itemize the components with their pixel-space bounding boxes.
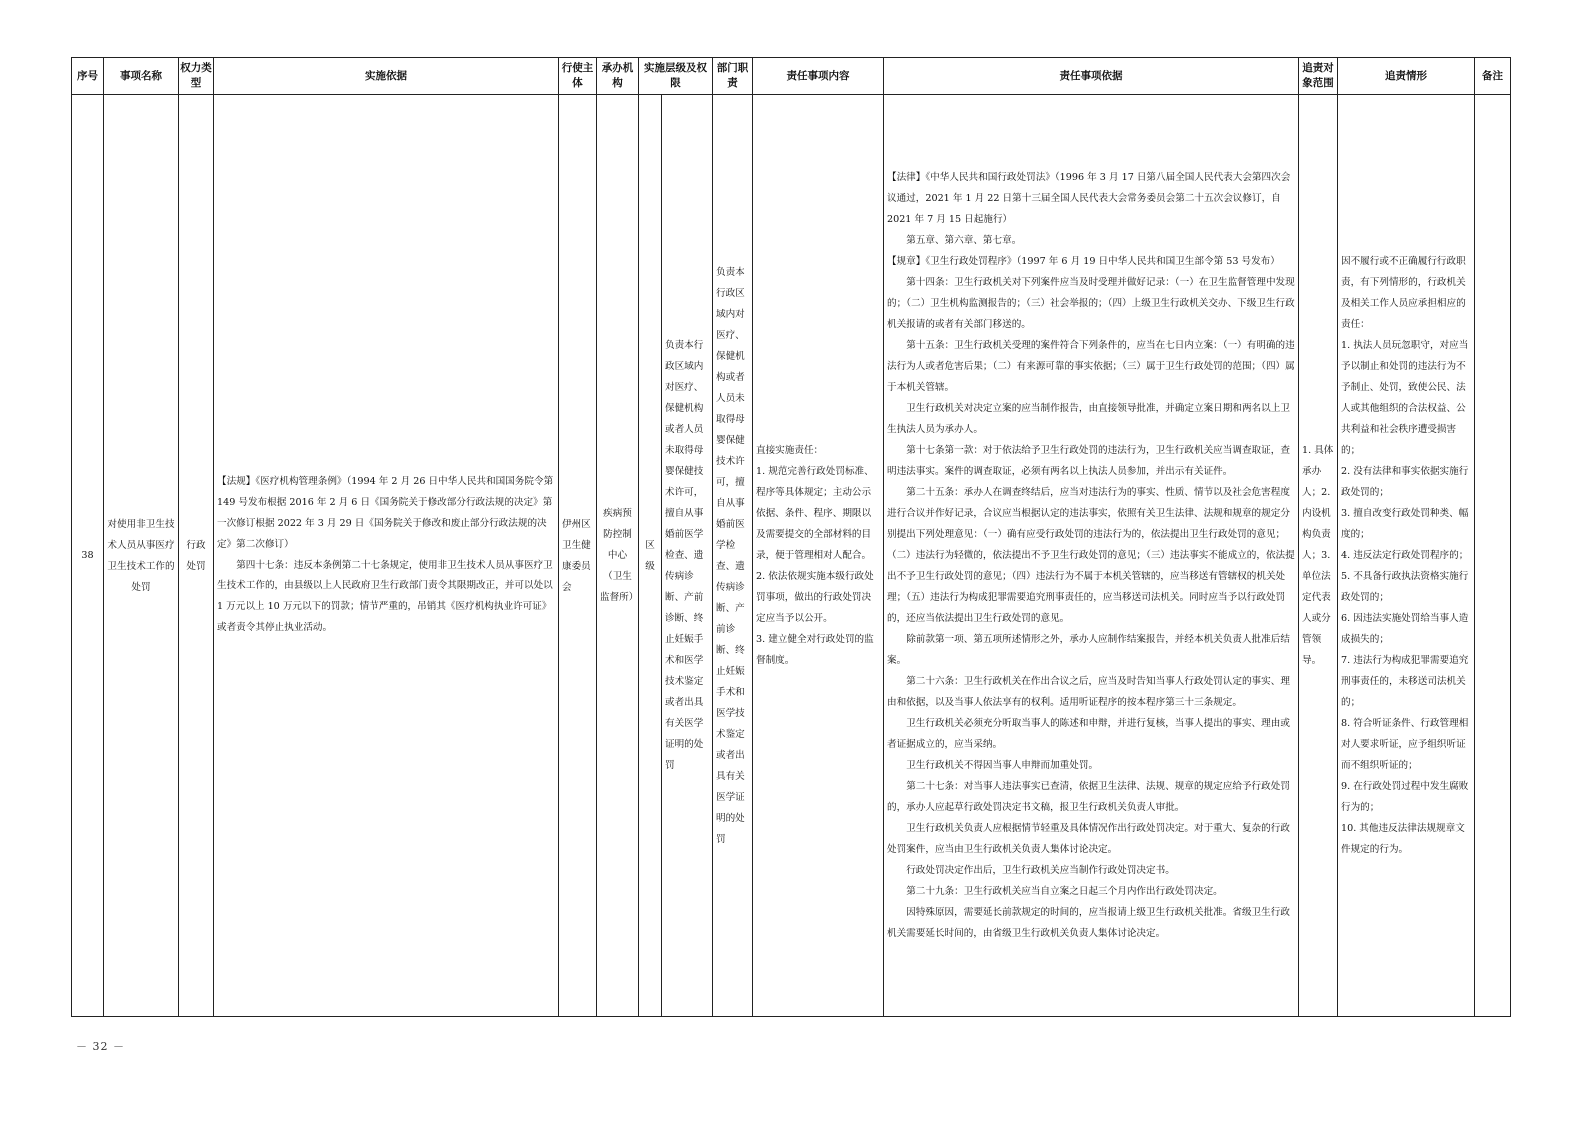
accountability-line: 4. 违反法定行政处罚程序的； — [1341, 550, 1469, 561]
accountability-line: 5. 不具备行政执法资格实施行政处罚的； — [1341, 571, 1469, 603]
resp-basis-paragraph: 第五章、第六章、第七章。 — [906, 235, 1022, 246]
header-item-name: 事项名称 — [104, 58, 179, 95]
resp-content-line: 1. 规范完善行政处罚标准、程序等具体规定；主动公示依据、条件、程序、期限以及需要提交的全部材料的目录，便于管理相对人配合。 — [756, 466, 874, 561]
table-row — [72, 95, 1511, 1017]
resp-basis-paragraph: 卫生行政机关不得因当事人申辩而加重处罚。 — [906, 760, 1099, 771]
resp-content-line: 3. 建立健全对行政处罚的监督制度。 — [756, 634, 874, 666]
header-level: 实施层级及权限 — [639, 58, 713, 95]
header-resp-basis: 责任事项依据 — [884, 58, 1299, 95]
resp-basis-paragraph: 卫生行政机关必须充分听取当事人的陈述和申辩，并进行复核，当事人提出的事实、理由或者证据成立的，应当采纳。 — [887, 718, 1290, 750]
header-agency: 承办机构 — [597, 58, 639, 95]
resp-basis-paragraph: 第二十九条：卫生行政机关应当自立案之日起三个月内作出行政处罚决定。 — [906, 886, 1223, 897]
page-number: － 32 － — [76, 1040, 125, 1053]
header-accountability: 追责情形 — [1338, 58, 1475, 95]
resp-basis-paragraph: 因特殊原因，需要延长前款规定的时间的，应当报请上级卫生行政机关批准。省级卫生行政机关需要延长时间的，由省级卫生行政机关负责人集体讨论决定。 — [887, 907, 1290, 939]
accountability-line: 3. 擅自改变行政处罚种类、幅度的； — [1341, 508, 1469, 540]
resp-basis-paragraph: 第十五条：卫生行政机关受理的案件符合下列条件的，应当在七日内立案：（一）有明确的违法行为人或者危害后果；（二）有来源可靠的事实依据；（三）属于卫生行政处罚的范围；（四）属于本机关管辖。 — [887, 340, 1295, 393]
cell-subject: 伊州区卫生健康委员会 — [559, 95, 597, 1017]
cell-resp-content — [753, 95, 884, 1017]
resp-basis-paragraph: 第十四条：卫生行政机关对下列案件应当及时受理并做好记录：（一）在卫生监督管理中发现的；（二）卫生机构监测报告的；（三）社会举报的；（四）上级卫生行政机关交办、下级卫生行政机关报请的或者有关部门移送的。 — [887, 277, 1295, 330]
responsibility-table — [71, 57, 1511, 1017]
resp-content-line: 直接实施责任： — [756, 445, 824, 456]
header-row — [72, 58, 1511, 95]
resp-basis-paragraph: 第二十五条：承办人在调查终结后，应当对违法行为的事实、性质、情节以及社会危害程度进行合议并作好记录，合议应当根据认定的违法事实，依照有关卫生法律、法规和规章的规定分别提出下列处理意见：（一）确有应受行政处罚的违法行为的，依法提出卫生行政处罚的意见；（二）违法行为轻微的，依法提出不予卫生行政处罚的意见；（三）违法事实不能成立的，依法提出不予卫生行政处罚的意见；（四）违法行为不属于本机关管辖的，应当移送有管辖权的机关处理；（五）违法行为构成犯罪需要追究刑事责任的，应当移送司法机关。同时应当予以行政处罚的，还应当依法提出卫生行政处罚的意见。 — [887, 487, 1295, 624]
cell-basis — [214, 95, 559, 1017]
header-power-type: 权力类型 — [179, 58, 214, 95]
resp-basis-paragraph: 第二十六条：卫生行政机关在作出合议之后，应当及时告知当事人行政处罚认定的事实、理由和依据，以及当事人依法享有的权利。适用听证程序的按本程序第三十三条规定。 — [887, 676, 1290, 708]
cell-dept-duty: 负责本行政区域内对医疗、保健机构或者人员未取得母婴保健技术许可，擅自从事婚前医学检查、遗传病诊断、产前诊断、终止妊娠手术和医学技术鉴定或者出具有关医学证明的处罚 — [713, 95, 753, 1017]
basis-paragraph: 第四十七条：违反本条例第二十七条规定，使用非卫生技术人员从事医疗卫生技术工作的，由县级以上人民政府卫生行政部门责令其限期改正，并可以处以 1 万元以上 10 万元以下的罚款；情节严重的，吊销其《医疗机构执业许可证》或者责令其停止执业活动。 — [217, 559, 553, 633]
resp-content-line: 2. 依法依规实施本级行政处罚事项，做出的行政处罚决定应当予以公开。 — [756, 571, 874, 624]
cell-resp-basis — [884, 95, 1299, 1017]
accountability-line: 因不履行或不正确履行行政职责，有下列情形的，行政机关及相关工作人员应承担相应的责任： — [1341, 256, 1466, 330]
header-dept-duty: 部门职责 — [713, 58, 753, 95]
accountability-line: 1. 执法人员玩忽职守，对应当予以制止和处罚的违法行为不予制止、处罚，致使公民、法人或其他组织的合法权益、公共利益和社会秩序遭受损害的； — [1341, 340, 1469, 456]
resp-basis-paragraph: 第十七条第一款：对于依法给予卫生行政处罚的违法行为，卫生行政机关应当调查取证，查明违法事实。案件的调查取证，必须有两名以上执法人员参加，并出示有关证件。 — [887, 445, 1290, 477]
resp-basis-paragraph: 卫生行政机关负责人应根据情节轻重及具体情况作出行政处罚决定。对于重大、复杂的行政处罚案件，应当由卫生行政机关负责人集体讨论决定。 — [887, 823, 1290, 855]
accountability-line: 6. 因违法实施处罚给当事人造成损失的； — [1341, 613, 1469, 645]
header-remark: 备注 — [1475, 58, 1511, 95]
cell-power-type: 行政处罚 — [179, 95, 214, 1017]
cell-seq: 38 — [72, 95, 104, 1017]
resp-basis-paragraph: 卫生行政机关对决定立案的应当制作报告，由直接领导批准，并确定立案日期和两名以上卫生执法人员为承办人。 — [887, 403, 1290, 435]
cell-item-name: 对使用非卫生技术人员从事医疗卫生技术工作的处罚 — [104, 95, 179, 1017]
resp-basis-paragraph: 第二十七条：对当事人违法事实已查清，依据卫生法律、法规、规章的规定应给予行政处罚的，承办人应起草行政处罚决定书文稿，报卫生行政机关负责人审批。 — [887, 781, 1290, 813]
resp-basis-paragraph: 【法律】《中华人民共和国行政处罚法》（1996 年 3 月 17 日第八届全国人民代表大会第四次会议通过，2021 年 1 月 22 日第十三届全国人民代表大会常务委员会第二十五次会议修订，自 2021 年 7 月 15 日起施行） — [887, 172, 1291, 225]
accountability-line: 7. 违法行为构成犯罪需要追究刑事责任的，未移送司法机关的； — [1341, 655, 1469, 708]
header-subject: 行使主体 — [559, 58, 597, 95]
resp-basis-paragraph: 除前款第一项、第五项所述情形之外，承办人应制作结案报告，并经本机关负责人批准后结案。 — [887, 634, 1290, 666]
header-resp-content: 责任事项内容 — [753, 58, 884, 95]
accountability-line: 9. 在行政处罚过程中发生腐败行为的； — [1341, 781, 1469, 813]
cell-level: 区级 — [639, 95, 662, 1017]
header-accountable: 追责对象范围 — [1299, 58, 1338, 95]
cell-level-authority: 负责本行政区域内对医疗、保健机构或者人员未取得母婴保健技术许可，擅自从事婚前医学检查、遗传病诊断、产前诊断、终止妊娠手术和医学技术鉴定或者出具有关医学证明的处罚 — [662, 95, 713, 1017]
accountability-line: 2. 没有法律和事实依据实施行政处罚的； — [1341, 466, 1469, 498]
accountability-line: 8. 符合听证条件、行政管理相对人要求听证，应予组织听证而不组织听证的； — [1341, 718, 1469, 771]
cell-accountability — [1338, 95, 1475, 1017]
basis-paragraph: 【法规】《医疗机构管理条例》（1994 年 2 月 26 日中华人民共和国国务院令第 149 号发布根据 2016 年 2 月 6 日《国务院关于修改部分行政法规的决定》第一次修订根据 2022 年 3 月 29 日《国务院关于修改和废止部分行政法规的决定》第二次修订） — [217, 476, 554, 550]
header-seq: 序号 — [72, 58, 104, 95]
resp-basis-paragraph: 行政处罚决定作出后，卫生行政机关应当制作行政处罚决定书。 — [906, 865, 1175, 876]
cell-agency: 疾病预防控制中心（卫生监督所） — [597, 95, 639, 1017]
cell-accountable: 1. 具体承办人；2. 内设机构负责人；3. 单位法定代表人或分管领导。 — [1299, 95, 1338, 1017]
header-basis: 实施依据 — [214, 58, 559, 95]
cell-remark — [1475, 95, 1511, 1017]
accountability-line: 10. 其他违反法律法规规章文件规定的行为。 — [1341, 823, 1465, 855]
resp-basis-paragraph: 【规章】《卫生行政处罚程序》（1997 年 6 月 19 日中华人民共和国卫生部令第 53 号发布） — [887, 256, 1280, 267]
